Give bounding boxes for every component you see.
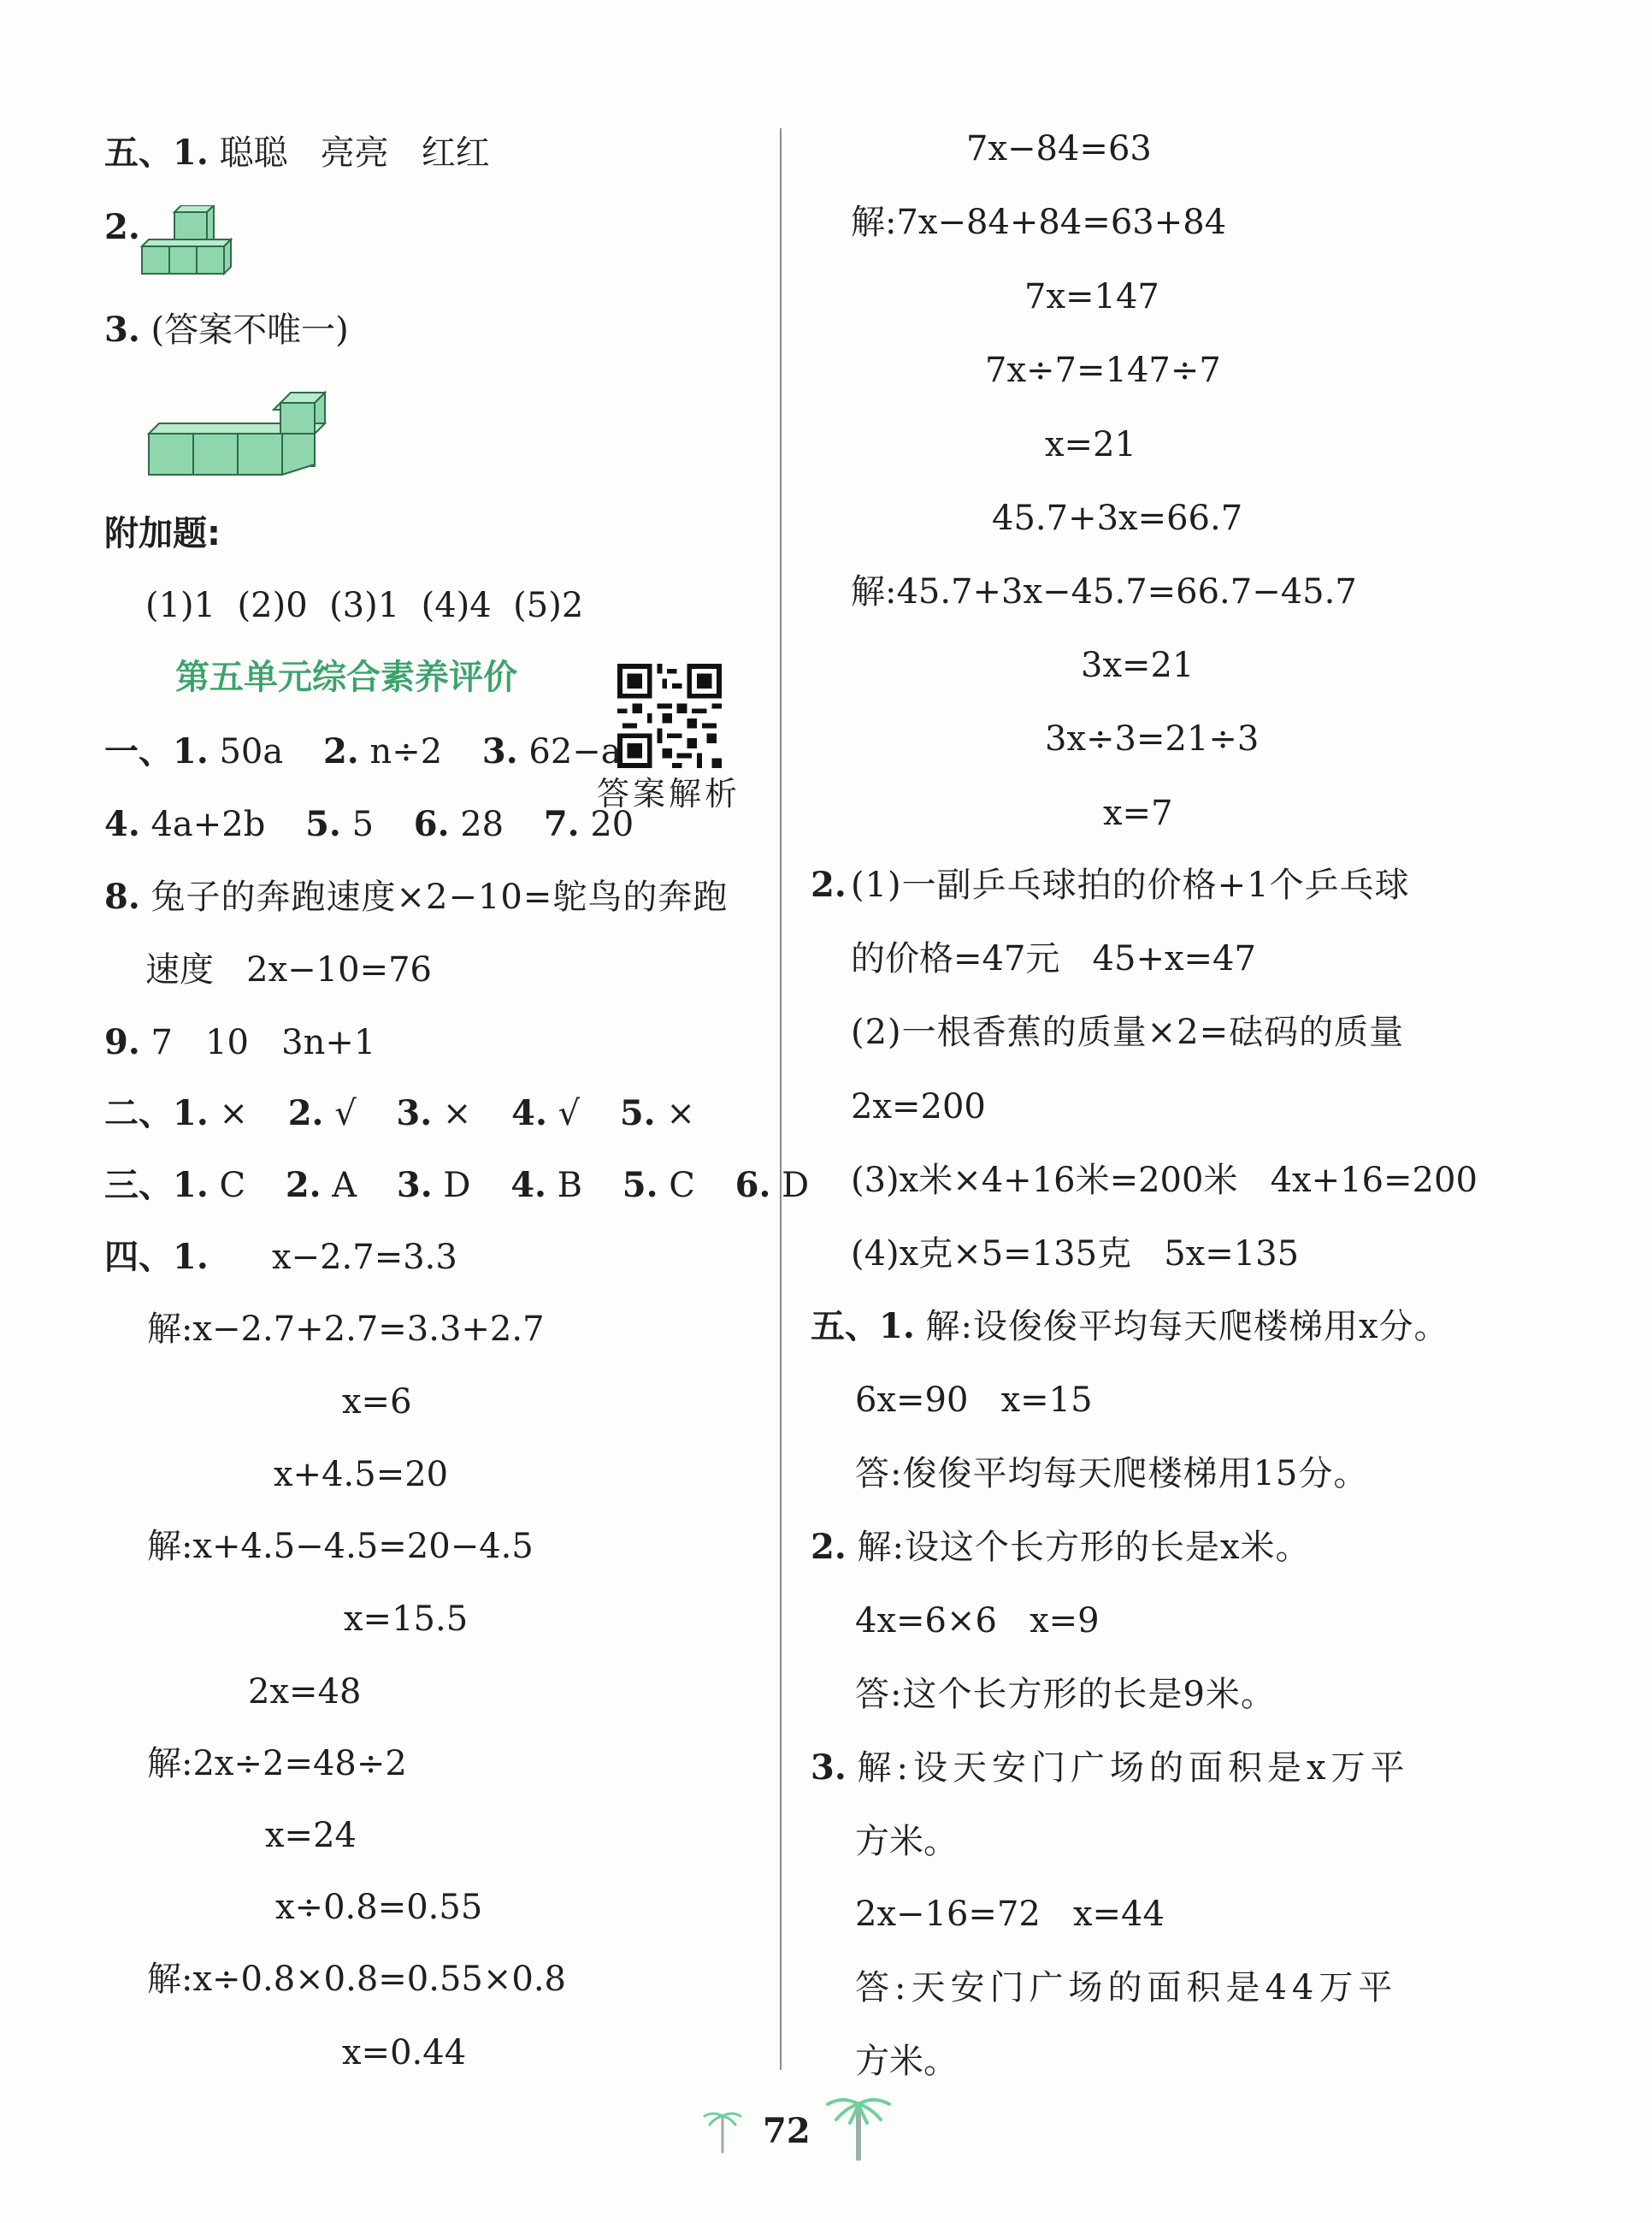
q1-7-ans: 20 [590, 805, 634, 844]
right-eq-2: 解:7x−84+84=63+84 [851, 203, 1227, 242]
right-q2-line-2: 的价格=47元 45+x=47 [851, 939, 1256, 978]
q2-row [104, 1093, 695, 1134]
cube-figure-q3 [144, 381, 327, 482]
page-number: 72 [763, 2111, 811, 2151]
right-eq-7: 解:45.7+3x−45.7=66.7−45.7 [851, 572, 1357, 612]
q1-row2 [104, 804, 634, 845]
right-eq-5: x=21 [1045, 425, 1136, 464]
right-q5-3-line-4: 方米。 [855, 2042, 958, 2081]
q1-4-num: 4. [104, 804, 140, 844]
left-eq-12: x=0.44 [342, 2033, 467, 2072]
q2-3-ans: × [442, 1094, 472, 1133]
q3-2-ans: A [332, 1166, 357, 1205]
q3-5-ans: C [669, 1166, 695, 1205]
right-q5-3-line-1: 方米。 [855, 1822, 958, 1861]
q1-5-ans: 5 [351, 805, 375, 844]
q3-1-ans: C [219, 1166, 246, 1205]
q1-4-ans: 4a+2b [150, 805, 266, 844]
right-q5-2-line-1: 4x=6×6 x=9 [855, 1601, 1100, 1641]
right-q5-2 [811, 1527, 1311, 1568]
q1-row1 [104, 731, 622, 772]
q2-2-num: 2. [287, 1093, 324, 1133]
left-eq-11: 解:x÷0.8×0.8=0.55×0.8 [147, 1960, 566, 1999]
right-q5-3-text: 解:设天安门广场的面积是x万平 [857, 1748, 1410, 1788]
column-divider [780, 128, 782, 2070]
right-q5-1-line-2: 答:俊俊平均每天爬楼梯用15分。 [855, 1454, 1369, 1493]
right-q5-3-num: 3. [811, 1747, 847, 1788]
q1-6-num: 6. [413, 804, 450, 844]
qr-label: 答案解析 [597, 775, 741, 813]
right-eq-8: 3x=21 [1081, 646, 1195, 685]
qr-code [617, 664, 722, 768]
q3-5-num: 5. [622, 1165, 658, 1205]
s5-q3-text: (答案不唯一) [150, 310, 349, 350]
q1-9-num: 9. [104, 1022, 140, 1062]
left-eq-2: 解:x−2.7+2.7=3.3+2.7 [147, 1310, 545, 1349]
right-q2-line-4: 2x=200 [851, 1087, 986, 1126]
q2-1-num: 二、1. [104, 1093, 209, 1133]
q3-1-num: 三、1. [104, 1165, 209, 1205]
q1-8 [104, 877, 728, 918]
right-q5-3 [811, 1747, 1410, 1788]
right-eq-4: 7x÷7=147÷7 [985, 351, 1221, 390]
right-eq-6: 45.7+3x=66.7 [992, 499, 1243, 538]
right-q5-2-text: 解:设这个长方形的长是x米。 [857, 1528, 1311, 1567]
unit-title: 第五单元综合素养评价 [175, 658, 517, 697]
right-q2-line-3: (2)一根香蕉的质量×2=砝码的质量 [851, 1013, 1405, 1052]
cube-figure-q2 [139, 205, 250, 278]
right-q5-2-line-2: 答:这个长方形的长是9米。 [855, 1675, 1276, 1714]
right-eq-10: x=7 [1103, 794, 1173, 833]
extra-answers: (1)1 (2)0 (3)1 (4)4 (5)2 [145, 586, 584, 625]
s5-q1 [104, 133, 490, 174]
q1-1-ans: 50a [219, 732, 284, 772]
left-eq-7: 2x=48 [248, 1672, 362, 1712]
q1-8-text: 兔子的奔跑速度×2−10=鸵鸟的奔跑 [150, 878, 729, 917]
q1-7-num: 7. [543, 804, 580, 844]
right-q5-3-line-3: 答:天安门广场的面积是44万平 [855, 1968, 1398, 2007]
q2-5-num: 5. [619, 1093, 656, 1133]
q2-2-ans: √ [334, 1094, 357, 1133]
s5-q1-num: 五、1. [104, 133, 209, 173]
right-eq-1: 7x−84=63 [966, 129, 1152, 168]
q1-9-text: 7 10 3n+1 [150, 1023, 376, 1062]
q3-3-ans: D [443, 1166, 471, 1205]
left-eq-10: x÷0.8=0.55 [275, 1888, 483, 1927]
right-q5-1-text: 解:设俊俊平均每天爬楼梯用x分。 [925, 1307, 1449, 1346]
q3-row [104, 1165, 809, 1206]
s5-q1-text: 聪聪 亮亮 红红 [219, 133, 490, 173]
right-q5-1-num: 五、1. [811, 1306, 915, 1346]
q1-3-num: 3. [481, 731, 518, 772]
right-q5-1-line-1: 6x=90 x=15 [855, 1381, 1093, 1420]
q1-1-num: 一、1. [104, 731, 209, 772]
q3-4-num: 4. [510, 1165, 546, 1205]
q3-6-num: 6. [735, 1165, 771, 1205]
right-eq-9: 3x÷3=21÷3 [1045, 719, 1260, 759]
left-eq-5: 解:x+4.5−4.5=20−4.5 [147, 1527, 534, 1566]
q1-8-num: 8. [104, 877, 140, 917]
left-eq-1: x−2.7=3.3 [272, 1238, 457, 1277]
left-eq-6: x=15.5 [344, 1599, 469, 1639]
q1-5-num: 5. [305, 804, 341, 844]
q1-6-ans: 28 [460, 805, 504, 844]
q4-num: 四、1. [104, 1237, 209, 1277]
q2-1-ans: × [219, 1094, 248, 1133]
right-q5-1 [811, 1306, 1449, 1347]
left-eq-3: x=6 [342, 1382, 412, 1422]
right-q5-2-num: 2. [811, 1527, 847, 1567]
q1-2-ans: n÷2 [369, 732, 443, 772]
right-q2-line-5: (3)x米×4+16米=200米 4x+16=200 [851, 1161, 1478, 1200]
q1-8-cont: 速度 2x−10=76 [145, 950, 432, 990]
palm-icon-right [824, 2092, 893, 2161]
left-eq-9: x=24 [265, 1816, 357, 1855]
q1-3-ans: 62−a [528, 732, 622, 772]
q3-2-num: 2. [285, 1165, 322, 1205]
right-q2-line-6: (4)x克×5=135克 5x=135 [851, 1234, 1300, 1274]
right-q2-line-1: (1)一副乒乓球拍的价格+1个乒乓球 [851, 866, 1410, 905]
right-eq-3: 7x=147 [1024, 277, 1159, 316]
left-eq-4: x+4.5=20 [274, 1455, 449, 1494]
q1-9 [104, 1022, 375, 1063]
extra-title: 附加题: [104, 514, 221, 553]
q2-4-ans: √ [558, 1094, 581, 1133]
left-eq-8: 解:2x÷2=48÷2 [147, 1744, 407, 1783]
q3-4-ans: B [557, 1166, 583, 1205]
palm-icon-left [701, 2106, 744, 2154]
q3-3-num: 3. [396, 1165, 433, 1205]
q3-6-ans: D [782, 1166, 810, 1205]
q2-5-ans: × [666, 1094, 695, 1133]
s5-q3 [104, 310, 349, 351]
right-q2-num: 2. [811, 865, 847, 905]
s5-q3-num: 3. [104, 310, 140, 350]
q2-4-num: 4. [511, 1093, 547, 1133]
right-q5-3-line-2: 2x−16=72 x=44 [855, 1895, 1165, 1934]
s5-q2-num: 2. [104, 207, 140, 247]
q2-3-num: 3. [396, 1093, 433, 1133]
q1-2-num: 2. [322, 731, 359, 772]
